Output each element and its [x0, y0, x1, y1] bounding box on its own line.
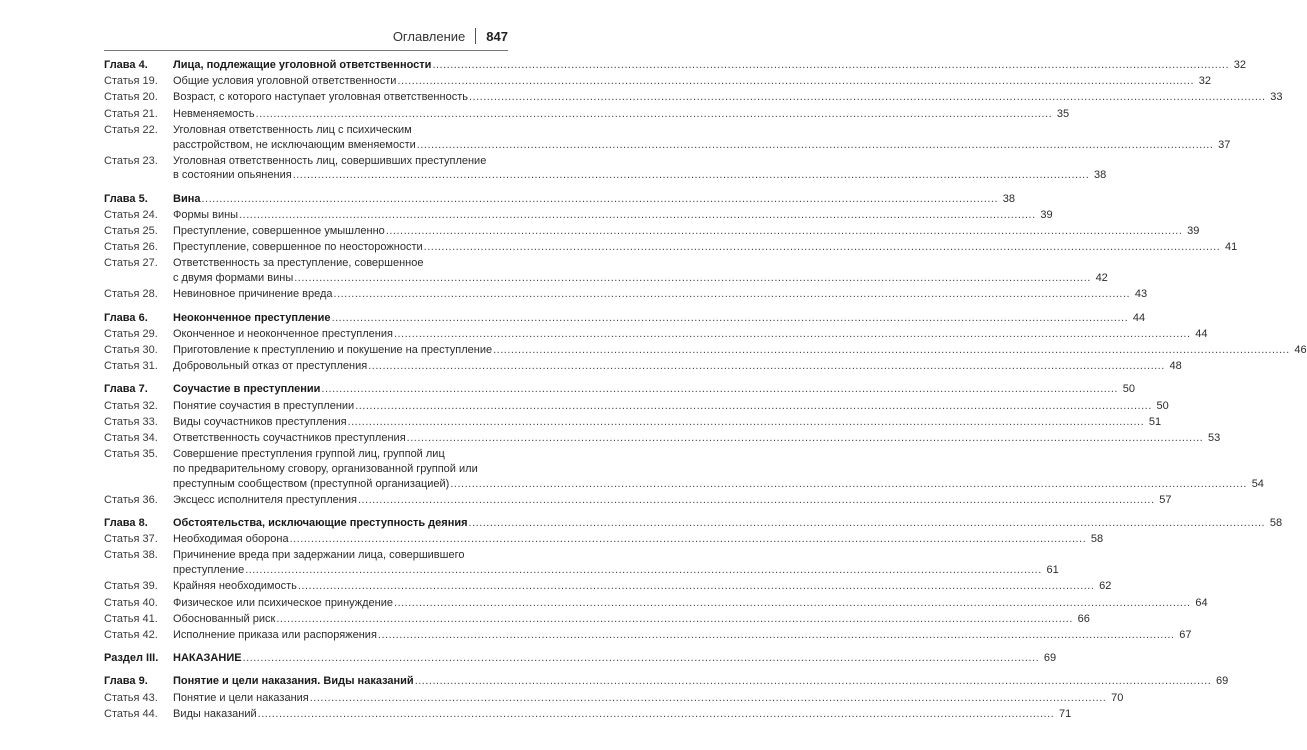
dot-leader: [256, 107, 1053, 122]
entry-label: Глава 4.: [104, 59, 148, 71]
dot-leader: [321, 382, 1118, 397]
entry-title-line: Соучастие в преступлении: [173, 383, 321, 396]
dot-leader: [469, 516, 1266, 531]
entry-page-number: 62: [1099, 580, 1112, 593]
group-spacer: [104, 509, 508, 516]
entry-page-number: 32: [1198, 75, 1212, 88]
entry-last-line: [173, 327, 1208, 342]
entry-body: [173, 123, 1230, 152]
entry-body: [173, 343, 1307, 358]
dot-leader: [293, 168, 1090, 183]
entry-label: Глава 8.: [104, 516, 148, 529]
entry-label: Статья 23.: [104, 154, 158, 167]
entry-body: [173, 651, 1056, 666]
entry-body: [173, 107, 1069, 122]
toc-article-entry: [104, 343, 1307, 358]
dot-leader: [394, 327, 1191, 342]
dot-leader: [290, 532, 1087, 547]
dot-leader: [493, 343, 1290, 358]
entry-label: Статья 38.: [104, 549, 158, 562]
entry-title-line: Причинение вреда при задержании лица, совершившего: [173, 549, 465, 562]
entry-page-number: 44: [1195, 327, 1208, 340]
entry-title-line: Понятие и цели наказания: [173, 691, 309, 704]
entry-last-line: [173, 563, 1059, 578]
entry-page-number: 70: [1111, 691, 1124, 704]
dot-leader: [358, 493, 1155, 508]
entry-label: Статья 25.: [104, 225, 158, 238]
entry-title-line: Понятие соучастия в преступлении: [173, 399, 355, 412]
entry-label: Статья 42.: [104, 628, 158, 641]
entry-label: Статья 28.: [104, 288, 158, 301]
entry-body: [173, 359, 1182, 374]
entry-body: [173, 447, 1264, 491]
entry-title-line: Крайняя необходимость: [173, 580, 297, 593]
entry-last-line: [173, 596, 1208, 611]
entry-last-line: [173, 311, 1145, 326]
entry-last-line: [173, 343, 1307, 358]
toc-article-entry: [104, 612, 1090, 627]
entry-title-line: Уголовная ответственность лиц, совершивших преступление: [173, 154, 487, 167]
entry-title-line: Виды соучастников преступления: [173, 415, 347, 428]
entry-label: Статья 27.: [104, 257, 158, 270]
entry-label: Глава 5.: [104, 192, 148, 205]
dot-leader: [294, 271, 1091, 286]
group-spacer: [104, 375, 508, 382]
entry-body: [173, 240, 1237, 255]
entry-label: Статья 26.: [104, 241, 158, 254]
entry-title-line: Обоснованный риск: [173, 612, 276, 625]
dot-leader: [424, 240, 1221, 255]
entry-title-line: Невиновное причинение вреда: [173, 288, 333, 301]
entry-page-number: 57: [1159, 493, 1172, 506]
entry-page-number: 58: [1090, 533, 1104, 546]
entry-title-line: Виды наказаний: [173, 707, 257, 720]
dot-leader: [469, 90, 1266, 105]
entry-label: Статья 22.: [104, 123, 158, 136]
dot-leader: [432, 58, 1229, 73]
entry-last-line: [173, 74, 1211, 89]
toc-article-entry: [104, 240, 1238, 255]
entry-label: Статья 32.: [104, 399, 158, 412]
entry-label: Статья 20.: [104, 91, 158, 104]
entry-title-line: Уголовная ответственность лиц с психическим: [173, 123, 412, 136]
dot-leader: [407, 431, 1204, 446]
entry-title-line: Эксцесс исполнителя преступления: [173, 493, 357, 506]
entry-title-line: Совершение преступления группой лиц, группой лиц: [173, 448, 445, 461]
entry-last-line: [173, 415, 1161, 430]
toc-article-entry: [104, 74, 1212, 89]
entry-title-line: Понятие и цели наказания. Виды наказаний: [173, 675, 414, 688]
entry-last-line: [173, 532, 1103, 547]
page-number: 847: [486, 28, 508, 44]
toc-article-entry: [104, 447, 1264, 491]
entry-page-number: 67: [1179, 628, 1192, 641]
entry-page-number: 69: [1043, 652, 1057, 665]
entry-last-line: [173, 271, 1108, 286]
entry-body: [173, 579, 1111, 594]
dot-leader: [450, 477, 1247, 492]
dot-leader: [348, 415, 1145, 430]
entry-last-line: [173, 138, 1230, 153]
entry-title-line: с двумя формами вины: [173, 272, 294, 285]
entry-last-line: [173, 382, 1135, 397]
dot-leader: [378, 628, 1175, 643]
dot-leader: [415, 674, 1212, 689]
entry-page-number: 44: [1132, 311, 1146, 324]
dot-leader: [310, 691, 1107, 706]
entry-last-line: [173, 168, 1106, 183]
entry-title-line: Невменяемость: [173, 107, 255, 120]
entry-body: [173, 256, 1108, 285]
entry-body: [173, 548, 1059, 577]
entry-last-line: [173, 477, 1264, 492]
toc-article-entry: [104, 548, 1059, 577]
entry-title-line: Преступление, совершенное умышленно: [173, 225, 385, 238]
entry-label: Статья 30.: [104, 343, 158, 356]
entry-last-line: [173, 240, 1237, 255]
group-spacer: [104, 304, 508, 311]
entry-label: Статья 19.: [104, 75, 158, 88]
entry-title-line: преступным сообществом (преступной организацией): [173, 477, 450, 490]
dot-leader: [394, 596, 1191, 611]
toc-chapter-entry: [104, 382, 1135, 397]
entry-body: [173, 493, 1172, 508]
entry-last-line: [173, 107, 1069, 122]
entry-body: [173, 224, 1199, 239]
dot-leader: [239, 208, 1036, 223]
group-spacer: [104, 185, 508, 192]
entry-body: [173, 58, 1246, 73]
toc-article-entry: [104, 579, 1112, 594]
header-separator: [475, 28, 476, 44]
entry-last-line: [173, 399, 1169, 414]
entry-last-line: [173, 579, 1111, 594]
entry-body: [173, 415, 1161, 430]
toc-article-entry: [104, 154, 1107, 183]
entry-page-number: 39: [1040, 208, 1053, 221]
toc-chapter-entry: [104, 192, 1016, 207]
toc-article-entry: [104, 208, 1053, 223]
entry-title-line: Добровольный отказ от преступления: [173, 360, 368, 373]
entry-page-number: 61: [1046, 564, 1059, 577]
entry-last-line: [173, 208, 1053, 223]
entry-body: [173, 208, 1053, 223]
entry-page-number: 50: [1122, 383, 1135, 396]
header-rule: [104, 50, 508, 51]
entry-title-line: по предварительному сговору, организованной группой или: [173, 462, 478, 475]
entry-last-line: [173, 516, 1282, 531]
entry-page-number: 54: [1251, 477, 1264, 490]
entry-label: Раздел III.: [104, 652, 159, 665]
entry-page-number: 64: [1195, 596, 1208, 609]
entry-body: [173, 674, 1228, 689]
entry-label: Глава 9.: [104, 675, 148, 688]
entry-title-line: Неоконченное преступление: [173, 311, 331, 324]
dot-leader: [417, 138, 1214, 153]
entry-last-line: [173, 674, 1228, 689]
entry-body: [173, 311, 1145, 326]
entry-title-line: НАКАЗАНИЕ: [173, 652, 242, 665]
dot-leader: [245, 563, 1042, 578]
toc-article-entry: [104, 532, 1104, 547]
entry-label: Глава 6.: [104, 311, 148, 324]
entry-page-number: 53: [1207, 431, 1221, 444]
entry-last-line: [173, 431, 1220, 446]
entry-title-line: в состоянии опьянения: [173, 169, 292, 182]
dot-leader: [355, 399, 1152, 414]
entry-page-number: 37: [1218, 138, 1231, 151]
entry-body: [173, 327, 1208, 342]
group-spacer: [104, 667, 508, 674]
dot-leader: [201, 192, 998, 207]
toc-article-entry: [104, 415, 1162, 430]
entry-body: [173, 399, 1169, 414]
dot-leader: [243, 651, 1040, 666]
entry-page-number: 41: [1224, 241, 1238, 254]
toc-article-entry: [104, 493, 1172, 508]
toc-article-entry: [104, 327, 1208, 342]
entry-label: Глава 7.: [104, 383, 148, 396]
entry-body: [173, 431, 1220, 446]
entry-title-line: Оконченное и неоконченное преступления: [173, 327, 393, 340]
entry-title-line: Ответственность соучастников преступления: [173, 431, 406, 444]
toc-article-entry: [104, 628, 1192, 643]
running-header: [393, 28, 508, 44]
entry-last-line: [173, 493, 1172, 508]
entry-title-line: Физическое или психическое принуждение: [173, 596, 394, 609]
entry-body: [173, 532, 1103, 547]
dot-leader: [397, 74, 1194, 89]
entry-title-line: Лица, подлежащие уголовной ответственности: [173, 59, 432, 71]
entry-page-number: 58: [1269, 516, 1283, 529]
entry-last-line: [173, 90, 1283, 105]
entry-page-number: 46: [1294, 343, 1307, 356]
entry-page-number: 38: [1002, 192, 1016, 205]
entry-last-line: [173, 691, 1123, 706]
entry-body: [173, 628, 1191, 643]
entry-last-line: [173, 628, 1191, 643]
entry-body: [173, 707, 1071, 722]
dot-leader: [276, 612, 1073, 627]
entry-page-number: 38: [1094, 169, 1107, 182]
toc-article-entry: [104, 596, 1208, 611]
entry-body: [173, 596, 1208, 611]
entry-label: Статья 33.: [104, 415, 158, 428]
entry-last-line: [173, 707, 1071, 722]
entry-body: [173, 192, 1015, 207]
entry-body: [173, 382, 1135, 397]
entry-body: [173, 516, 1282, 531]
dot-leader: [334, 287, 1131, 302]
entry-page-number: 48: [1169, 360, 1182, 373]
entry-page-number: 71: [1058, 707, 1072, 720]
entry-last-line: [173, 359, 1182, 374]
entry-body: [173, 691, 1123, 706]
entry-page-number: 35: [1056, 107, 1070, 120]
entry-title-line: Общие условия уголовной ответственности: [173, 75, 397, 88]
entry-page-number: 66: [1077, 612, 1090, 625]
entry-title-line: Преступление, совершенное по неосторожности: [173, 241, 423, 254]
entry-label: Статья 35.: [104, 448, 158, 461]
entry-title-line: расстройством, не исключающим вменяемости: [173, 138, 416, 151]
entry-title-line: Исполнение приказа или распоряжения: [173, 628, 377, 641]
toc-article-entry: [104, 399, 1169, 414]
entry-label: Статья 44.: [104, 707, 158, 720]
toc-chapter-entry: [104, 651, 1057, 666]
entry-last-line: [173, 224, 1199, 239]
group-spacer: [104, 644, 508, 651]
entry-last-line: [173, 651, 1056, 666]
entry-last-line: [173, 612, 1090, 627]
toc-article-entry: [104, 123, 1231, 152]
section-title: Оглавление: [392, 28, 466, 44]
entry-title-line: Приготовление к преступлению и покушение на преступление: [173, 343, 493, 356]
table-of-contents: [104, 58, 1307, 723]
dot-leader: [332, 311, 1129, 326]
toc-chapter-entry: [104, 311, 1146, 326]
entry-page-number: 32: [1233, 59, 1247, 71]
entry-page-number: 39: [1187, 225, 1200, 238]
toc-article-entry: [104, 359, 1182, 374]
dot-leader: [298, 579, 1095, 594]
entry-label: Статья 36.: [104, 493, 158, 506]
dot-leader: [386, 224, 1183, 239]
entry-label: Статья 41.: [104, 612, 158, 625]
entry-title-line: Ответственность за преступление, совершенное: [173, 257, 424, 270]
dot-leader: [368, 359, 1165, 374]
toc-article-entry: [104, 287, 1148, 302]
toc-article-entry: [104, 107, 1070, 122]
entry-last-line: [173, 58, 1246, 73]
entry-label: Статья 40.: [104, 596, 158, 609]
entry-title-line: Обстоятельства, исключающие преступность деяния: [173, 516, 468, 529]
entry-last-line: [173, 192, 1015, 207]
entry-label: Статья 43.: [104, 691, 158, 704]
dot-leader: [258, 707, 1055, 722]
toc-article-entry: [104, 256, 1108, 285]
entry-label: Статья 29.: [104, 327, 158, 340]
entry-title-line: Необходимая оборона: [173, 533, 289, 546]
entry-page-number: 33: [1270, 91, 1283, 104]
entry-label: Статья 39.: [104, 580, 158, 593]
toc-article-entry: [104, 691, 1124, 706]
toc-article-entry: [104, 431, 1221, 446]
entry-title-line: преступление: [173, 564, 245, 577]
entry-label: Статья 37.: [104, 533, 158, 546]
toc-chapter-entry: [104, 58, 1247, 73]
entry-label: Статья 24.: [104, 208, 158, 221]
toc-article-entry: [104, 707, 1072, 722]
entry-body: [173, 287, 1147, 302]
entry-page-number: 50: [1156, 399, 1169, 412]
entry-body: [173, 74, 1211, 89]
entry-body: [173, 612, 1090, 627]
toc-article-entry: [104, 224, 1200, 239]
toc-chapter-entry: [104, 674, 1229, 689]
entry-title-line: Вина: [173, 192, 201, 205]
entry-body: [173, 154, 1106, 183]
toc-chapter-entry: [104, 516, 1283, 531]
entry-label: Статья 34.: [104, 431, 158, 444]
entry-page-number: 69: [1216, 675, 1229, 688]
entry-label: Статья 31.: [104, 360, 158, 373]
entry-page-number: 43: [1134, 288, 1148, 301]
entry-title-line: Формы вины: [173, 208, 239, 221]
entry-last-line: [173, 287, 1147, 302]
entry-body: [173, 90, 1283, 105]
entry-page-number: 51: [1148, 415, 1162, 428]
entry-page-number: 42: [1095, 272, 1108, 285]
entry-title-line: Возраст, с которого наступает уголовная ответственность: [173, 91, 468, 104]
entry-label: Статья 21.: [104, 107, 158, 120]
toc-article-entry: [104, 90, 1283, 105]
